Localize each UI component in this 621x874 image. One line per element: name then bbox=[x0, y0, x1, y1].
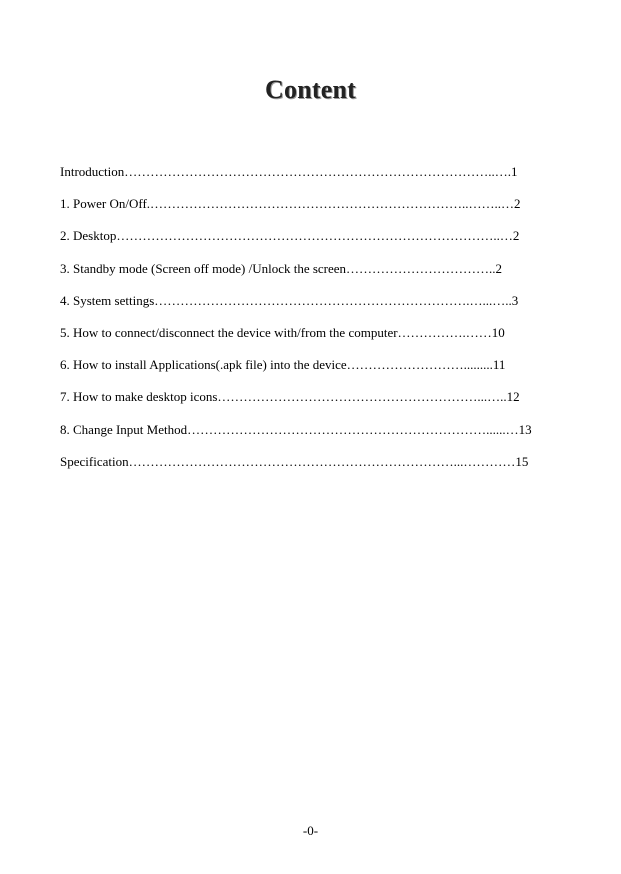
toc-entry-text: 2. Desktop……………………………………………………………………………..…2 bbox=[60, 228, 520, 244]
page-title: Content bbox=[265, 75, 356, 104]
toc-entry-text: 4. System settings……………………………………………………………….…...…..3 bbox=[60, 292, 519, 308]
toc-entry-desktop bbox=[60, 226, 557, 258]
page-number: -0- bbox=[302, 823, 319, 838]
table-of-contents bbox=[60, 162, 557, 484]
toc-entry-connect-computer bbox=[60, 323, 557, 355]
toc-entry-text: 3. Standby mode (Screen off mode) /Unlock the screen……………………………..2 bbox=[60, 260, 503, 276]
toc-entry-text: Specification…………………………………………………………………...…………15 bbox=[60, 453, 529, 469]
toc-entry-system-settings bbox=[60, 291, 557, 323]
toc-entry-text: Introduction…………………………………………………………………………..….1 bbox=[60, 164, 518, 179]
toc-entry-specification bbox=[60, 452, 557, 484]
toc-entry-standby-mode bbox=[60, 259, 557, 291]
toc-entry-introduction bbox=[60, 162, 557, 194]
toc-entry-text: 8. Change Input Method……………………………………………………………......…13 bbox=[60, 421, 532, 437]
toc-entry-text: 5. How to connect/disconnect the device with/from the computer…………….……10 bbox=[60, 324, 505, 340]
toc-entry-input-method bbox=[60, 420, 557, 452]
toc-entry-power-on-off bbox=[60, 194, 557, 226]
toc-entry-text: 1. Power On/Off.………………………………………………………………..……..…2 bbox=[60, 196, 521, 212]
toc-entry-text: 6. How to install Applications(.apk file) into the device……………………….........11 bbox=[60, 357, 506, 373]
toc-entry-desktop-icons bbox=[60, 387, 557, 419]
toc-entry-install-applications bbox=[60, 355, 557, 387]
toc-entry-text: 7. How to make desktop icons……………………………………………………...…..12 bbox=[60, 389, 520, 405]
